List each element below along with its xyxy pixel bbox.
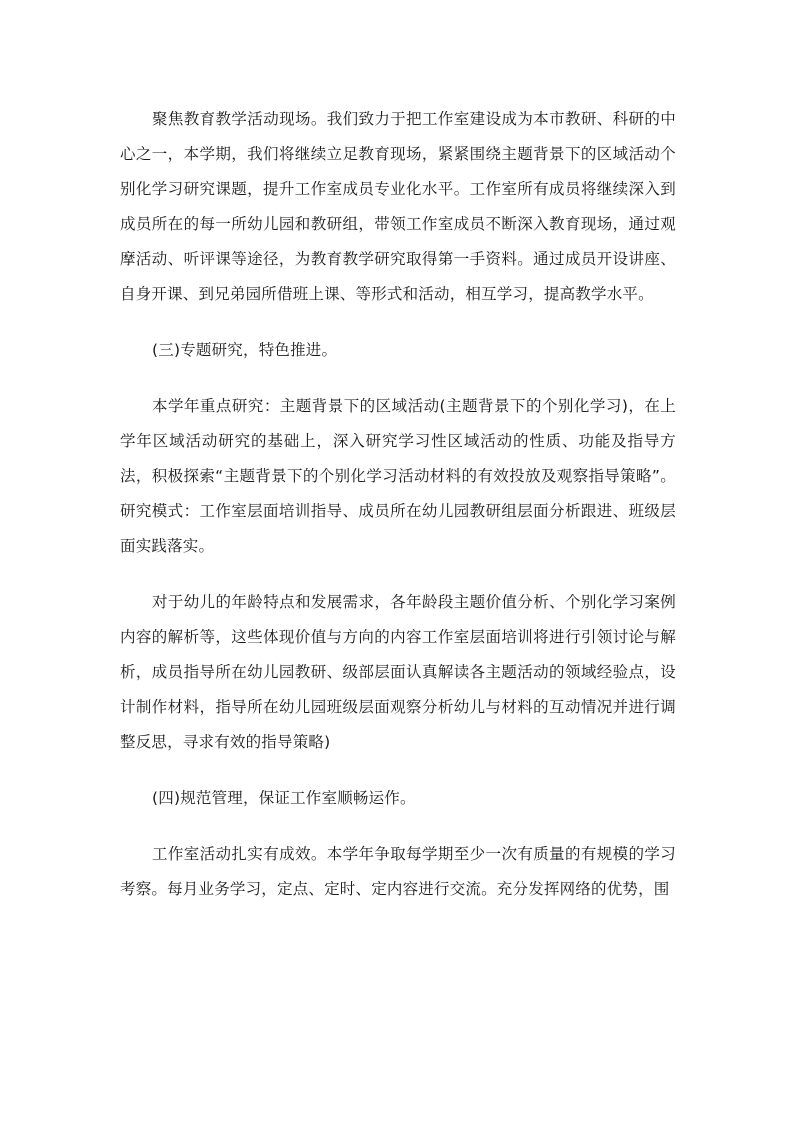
document-body: [120, 102, 676, 907]
section-heading-management: (四)规范管理，保证工作室顺畅运作。: [152, 789, 416, 807]
paragraph-age-characteristics: 对于幼儿的年龄特点和发展需求，各年龄段主题价值分析、个别化学习案例内容的解析等，这些体现价值与方向的内容工作室层面培训将进行引领讨论与解析，成员指导所在幼儿园教研、级部层面认真解读各主题活动的领域经验点，设计制作材料，指导所在幼儿园班级层面观察分析幼儿与材料的互动情况并进行调整反思，寻求有效的指导策略): [120, 593, 676, 751]
paragraph-research-focus: 本学年重点研究：主题背景下的区域活动(主题背景下的个别化学习)，在上学年区域活动研究的基础上，深入研究学习性区域活动的性质、功能及指导方法，积极探索“主题背景下的个别化学习活动材料的有效投放及观察指导策略”。研究模式：工作室层面培训指导、成员所在幼儿园教研组层面分析跟进、班级层面实践落实。: [120, 397, 676, 555]
section-heading-special-research: (三)专题研究，特色推进。: [152, 341, 338, 359]
paragraph-studio-activities: 工作室活动扎实有成效。本学年争取每学期至少一次有质量的有规模的学习考察。每月业务学习，定点、定时、定内容进行交流。充分发挥网络的优势，围: [120, 845, 676, 898]
paragraph-site-focus: 聚焦教育教学活动现场。我们致力于把工作室建设成为本市教研、科研的中心之一，本学期，我们将继续立足教育现场，紧紧围绕主题背景下的区域活动个别化学习研究课题，提升工作室成员专业化水平。工作室所有成员将继续深入到成员所在的每一所幼儿园和教研组，带领工作室成员不断深入教育现场，通过观摩活动、听评课等途径，为教育教学研究取得第一手资料。通过成员开设讲座、自身开课、到兄弟园所借班上课、等形式和活动，相互学习，提高教学水平。: [120, 110, 676, 303]
